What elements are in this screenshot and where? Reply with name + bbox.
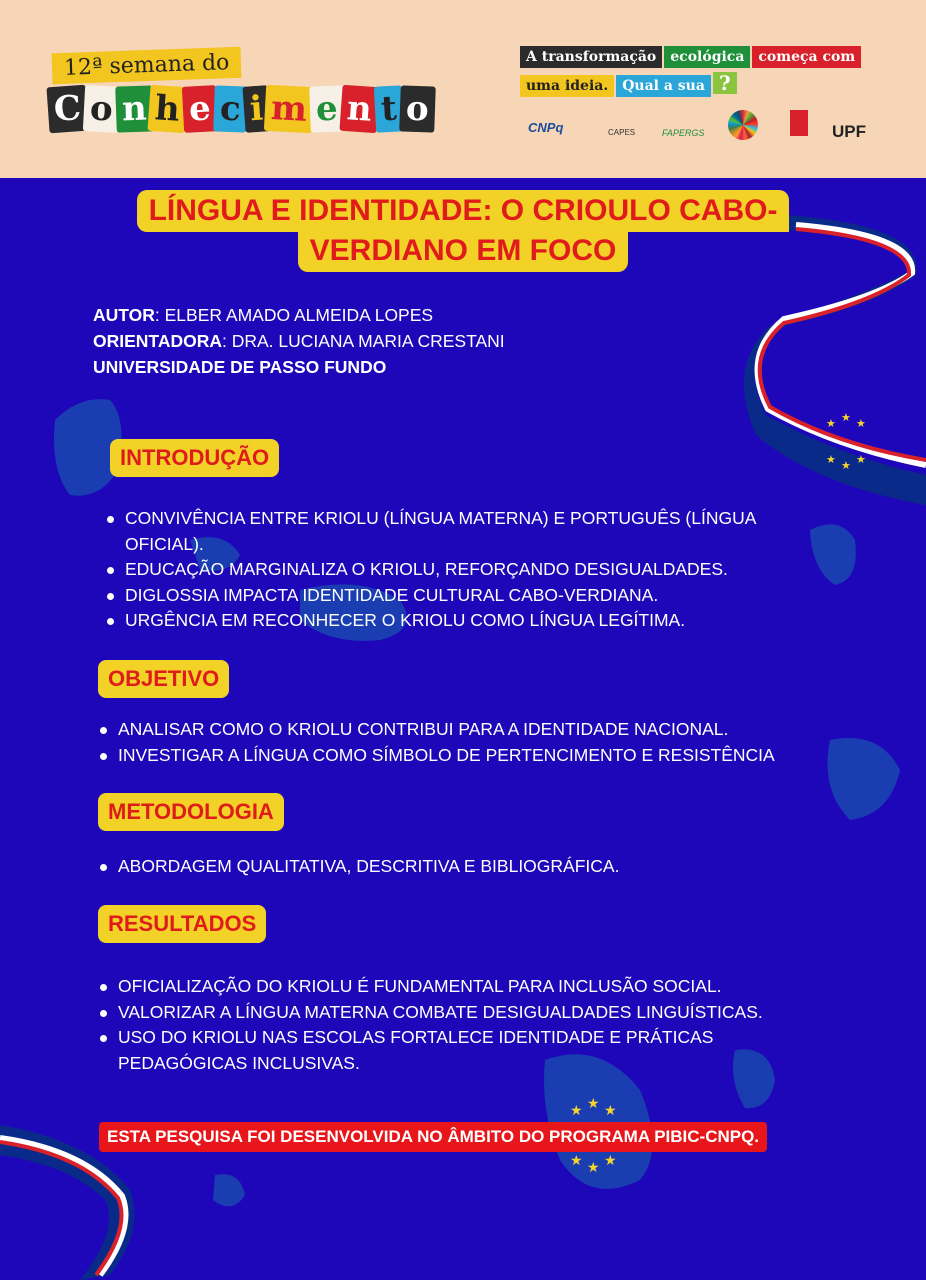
- list-item: ANALISAR COMO O KRIOLU CONTRIBUI PARA A IDENTIDADE NACIONAL.: [96, 717, 816, 743]
- event-name-letter: n: [115, 85, 153, 132]
- upf-logo: UPF: [832, 122, 866, 141]
- slogan-part: uma ideia.: [520, 75, 614, 97]
- event-name-letter: n: [340, 85, 380, 133]
- title-line-1: LÍNGUA E IDENTIDADE: O CRIOULO CABO-: [137, 190, 790, 232]
- funding-note: ESTA PESQUISA FOI DESENVOLVIDA NO ÂMBITO DO PROGRAMA PIBIC-CNPQ.: [99, 1122, 767, 1152]
- advisor-name: : DRA. LUCIANA MARIA CRESTANI: [221, 331, 505, 351]
- objetivo-list: [96, 717, 816, 768]
- list-item: INVESTIGAR A LÍNGUA COMO SÍMBOLO DE PERTENCIMENTO E RESISTÊNCIA: [96, 743, 816, 769]
- section-heading-resultados: RESULTADOS: [98, 905, 266, 943]
- author-label: AUTOR: [93, 305, 155, 325]
- section-heading-metodologia: METODOLOGIA: [98, 793, 284, 831]
- list-item: CONVIVÊNCIA ENTRE KRIOLU (LÍNGUA MATERNA) E PORTUGUÊS (LÍNGUA OFICIAL).: [103, 506, 783, 557]
- slogan-part: ecológica: [664, 46, 750, 68]
- event-name-letter: i: [242, 85, 270, 133]
- svg-text:★: ★: [856, 417, 866, 430]
- secondary-logo: [790, 110, 808, 136]
- capes-logo: CAPES: [608, 128, 636, 137]
- event-slogan: [520, 46, 880, 101]
- slogan-part: ?: [713, 72, 737, 94]
- event-name-letter: h: [148, 85, 188, 133]
- svg-text:★: ★: [604, 1153, 617, 1169]
- event-name-letter: C: [46, 85, 88, 134]
- cnpq-logo: CNPq: [528, 120, 564, 135]
- author-block: [93, 302, 505, 380]
- svg-text:★: ★: [587, 1160, 600, 1176]
- sdg-wheel-logo: [728, 110, 758, 140]
- event-name-letter: m: [264, 85, 314, 133]
- event-name-letter: o: [399, 85, 435, 132]
- svg-text:★: ★: [570, 1103, 583, 1119]
- svg-text:★: ★: [604, 1103, 617, 1119]
- slogan-part: A transformação: [520, 46, 662, 68]
- svg-text:★: ★: [570, 1153, 583, 1169]
- advisor-label: ORIENTADORA: [93, 331, 222, 351]
- resultados-list: [96, 974, 786, 1076]
- event-week-label: 12ª semana do: [52, 47, 242, 85]
- introducao-list: [103, 506, 783, 634]
- svg-text:★: ★: [826, 453, 836, 466]
- svg-text:★: ★: [856, 453, 866, 466]
- author-name: : ELBER AMADO ALMEIDA LOPES: [154, 305, 434, 325]
- list-item: VALORIZAR A LÍNGUA MATERNA COMBATE DESIGUALDADES LINGUÍSTICAS.: [96, 1000, 786, 1026]
- svg-text:★: ★: [841, 411, 851, 424]
- event-name-letter: e: [182, 85, 218, 133]
- list-item: DIGLOSSIA IMPACTA IDENTIDADE CULTURAL CABO-VERDIANA.: [103, 583, 783, 609]
- section-heading-introducao: INTRODUÇÃO: [110, 439, 279, 477]
- slogan-part: começa com: [752, 46, 861, 68]
- title-line-2: VERDIANO EM FOCO: [298, 230, 629, 272]
- section-heading-objetivo: OBJETIVO: [98, 660, 229, 698]
- list-item: OFICIALIZAÇÃO DO KRIOLU É FUNDAMENTAL PARA INCLUSÃO SOCIAL.: [96, 974, 786, 1000]
- svg-text:★: ★: [841, 459, 851, 472]
- university-name: UNIVERSIDADE DE PASSO FUNDO: [93, 357, 387, 377]
- poster-title: [130, 190, 796, 272]
- list-item: ABORDAGEM QUALITATIVA, DESCRITIVA E BIBLIOGRÁFICA.: [96, 854, 816, 880]
- sponsor-logos: [528, 108, 888, 148]
- event-name-letter: c: [213, 85, 247, 132]
- event-name-collage: [48, 86, 431, 132]
- event-name-letter: o: [83, 85, 120, 133]
- slogan-part: Qual a sua: [616, 75, 711, 97]
- metodologia-list: [96, 854, 816, 880]
- event-header: [0, 0, 926, 178]
- svg-text:★: ★: [587, 1096, 600, 1112]
- event-name-letter: e: [310, 85, 345, 132]
- svg-text:★: ★: [826, 417, 836, 430]
- list-item: URGÊNCIA EM RECONHECER O KRIOLU COMO LÍNGUA LEGÍTIMA.: [103, 608, 783, 634]
- list-item: USO DO KRIOLU NAS ESCOLAS FORTALECE IDENTIDADE E PRÁTICAS PEDAGÓGICAS INCLUSIVAS.: [96, 1025, 786, 1076]
- fapergs-logo: FAPERGS: [662, 128, 705, 138]
- list-item: EDUCAÇÃO MARGINALIZA O KRIOLU, REFORÇANDO DESIGUALDADES.: [103, 557, 783, 583]
- event-name-letter: t: [374, 85, 404, 132]
